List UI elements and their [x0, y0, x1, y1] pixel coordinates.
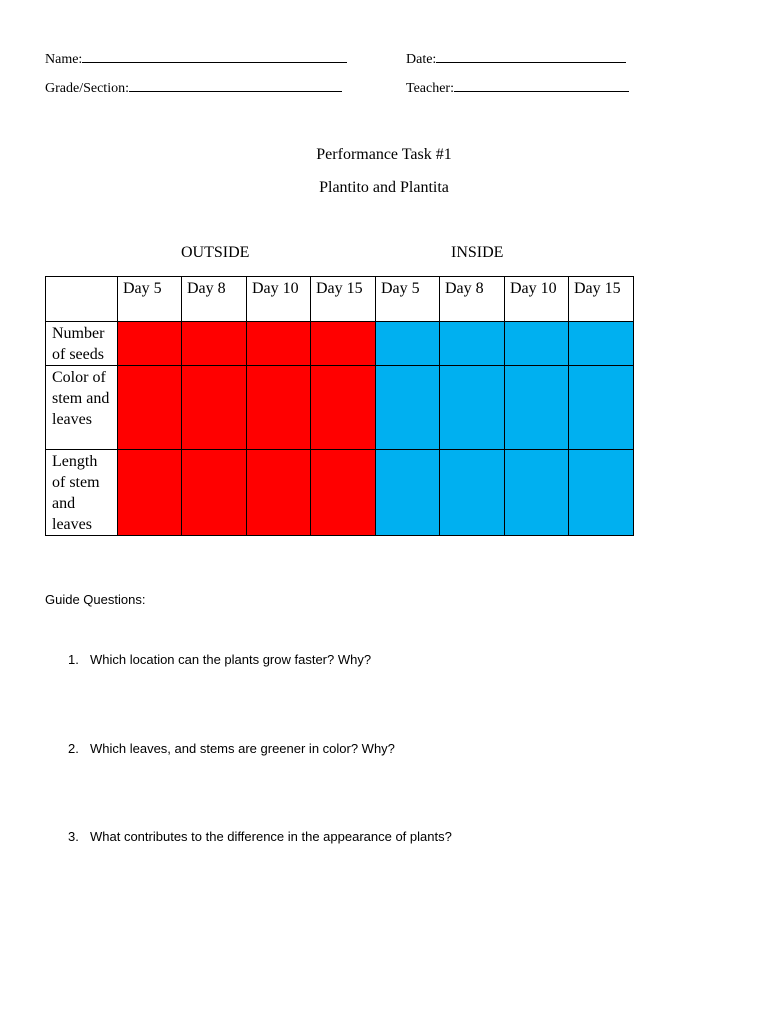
- outside-cell[interactable]: [118, 322, 182, 366]
- observation-table: [45, 276, 634, 536]
- inside-cell[interactable]: [376, 366, 440, 450]
- outside-cell[interactable]: [182, 450, 247, 536]
- question-number: 3.: [68, 829, 79, 844]
- question-text: What contributes to the difference in the appearance of plants?: [90, 829, 452, 844]
- inside-cell[interactable]: [440, 366, 505, 450]
- outside-group-label: OUTSIDE: [181, 244, 250, 261]
- grade-section-field[interactable]: [45, 77, 342, 97]
- question-number: 2.: [68, 741, 79, 756]
- inside-cell[interactable]: [569, 366, 634, 450]
- outside-cell[interactable]: [182, 322, 247, 366]
- outside-cell[interactable]: [118, 450, 182, 536]
- date-blank[interactable]: [436, 48, 626, 63]
- teacher-label: Teacher:: [406, 81, 454, 96]
- column-header: Day 5: [376, 277, 440, 322]
- question-item: [68, 741, 395, 756]
- question-text: Which leaves, and stems are greener in color? Why?: [90, 741, 395, 756]
- row-header: Color of stem and leaves: [46, 366, 118, 450]
- inside-group-label: INSIDE: [451, 244, 504, 261]
- column-header: Day 5: [118, 277, 182, 322]
- grade-section-blank[interactable]: [129, 77, 342, 92]
- table-row: [46, 366, 634, 450]
- name-blank[interactable]: [82, 48, 347, 63]
- date-label: Date:: [406, 52, 437, 67]
- outside-cell[interactable]: [311, 450, 376, 536]
- question-item: [68, 652, 371, 667]
- question-number: 1.: [68, 652, 79, 667]
- table-header-row: [46, 277, 634, 322]
- outside-cell[interactable]: [247, 450, 311, 536]
- corner-cell: [46, 277, 118, 322]
- column-header: Day 10: [247, 277, 311, 322]
- outside-cell[interactable]: [118, 366, 182, 450]
- grade-section-label: Grade/Section:: [45, 81, 129, 96]
- inside-cell[interactable]: [569, 322, 634, 366]
- table-row: [46, 450, 634, 536]
- inside-cell[interactable]: [376, 450, 440, 536]
- guide-questions-title: Guide Questions:: [45, 592, 146, 607]
- question-text: Which location can the plants grow faster? Why?: [90, 652, 372, 667]
- inside-cell[interactable]: [505, 366, 569, 450]
- date-field[interactable]: [406, 48, 626, 68]
- page-subtitle: Plantito and Plantita: [319, 179, 449, 196]
- column-header: Day 15: [569, 277, 634, 322]
- teacher-field[interactable]: [406, 77, 629, 97]
- name-label: Name:: [45, 52, 83, 67]
- inside-cell[interactable]: [440, 450, 505, 536]
- column-header: Day 15: [311, 277, 376, 322]
- outside-cell[interactable]: [311, 366, 376, 450]
- table-row: [46, 322, 634, 366]
- question-item: [68, 829, 452, 844]
- outside-cell[interactable]: [311, 322, 376, 366]
- outside-cell[interactable]: [247, 322, 311, 366]
- inside-cell[interactable]: [569, 450, 634, 536]
- inside-cell[interactable]: [505, 450, 569, 536]
- row-header: Number of seeds: [46, 322, 118, 366]
- inside-cell[interactable]: [440, 322, 505, 366]
- outside-cell[interactable]: [182, 366, 247, 450]
- page-title: Performance Task #1: [316, 146, 452, 163]
- name-field[interactable]: [45, 48, 347, 68]
- row-header: Length of stem and leaves: [46, 450, 118, 536]
- outside-cell[interactable]: [247, 366, 311, 450]
- teacher-blank[interactable]: [454, 77, 629, 92]
- column-header: Day 8: [440, 277, 505, 322]
- inside-cell[interactable]: [505, 322, 569, 366]
- inside-cell[interactable]: [376, 322, 440, 366]
- column-header: Day 8: [182, 277, 247, 322]
- column-header: Day 10: [505, 277, 569, 322]
